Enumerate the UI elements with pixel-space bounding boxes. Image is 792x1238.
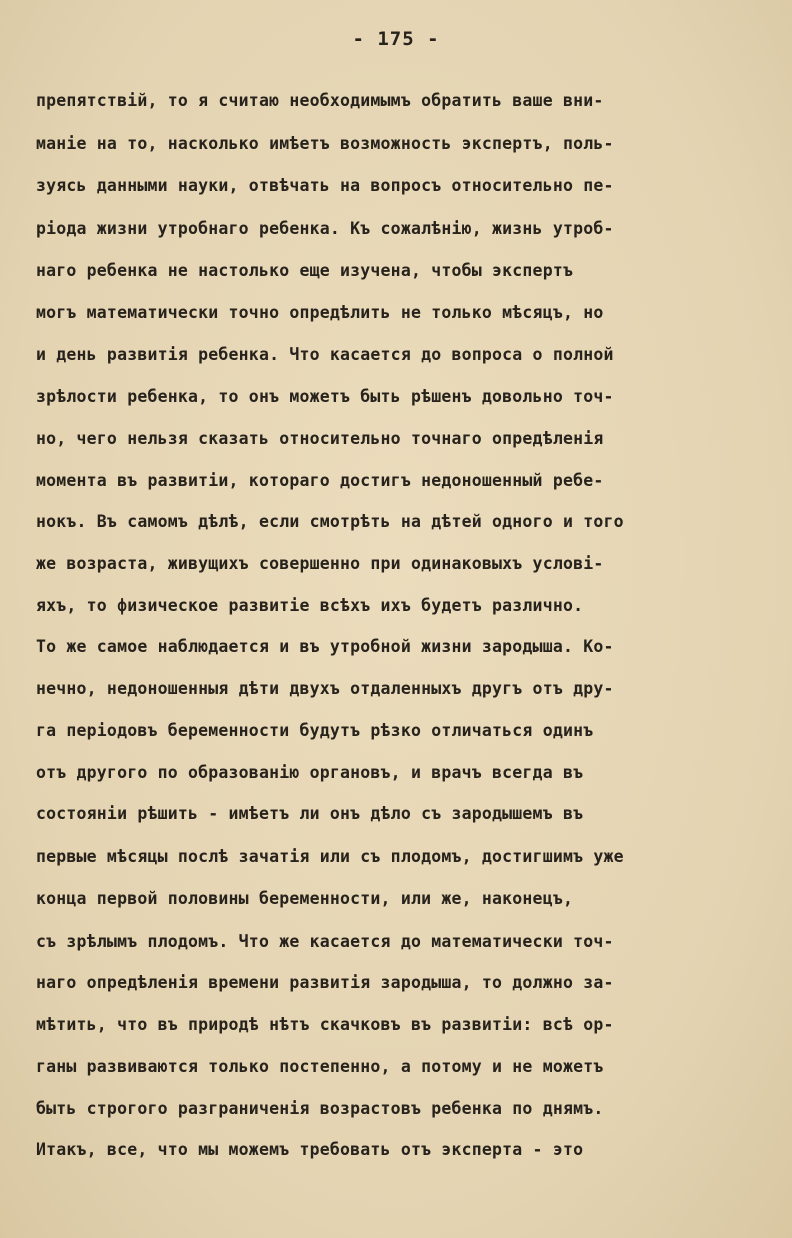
text-line: зуясь данными науки, отвѣчать на вопросъ относительно пе-: [36, 176, 614, 195]
text-line: маніе на то, насколько имѣетъ возможность экспертъ, поль-: [36, 134, 614, 153]
page-number: - 175 -: [352, 28, 440, 50]
text-line: быть строгого разграниченія возрастовъ ребенка по днямъ.: [36, 1099, 604, 1118]
text-line: съ зрѣлымъ плодомъ. Что же касается до математически точ-: [36, 932, 614, 951]
text-line: и день развитія ребенка. Что касается до вопроса о полной: [36, 345, 614, 364]
text-line: га періодовъ беременности будутъ рѣзко отличаться одинъ: [36, 721, 594, 740]
text-line: яхъ, то физическое развитіе всѣхъ ихъ будетъ различно.: [36, 596, 584, 615]
text-line: отъ другого по образованію органовъ, и врачъ всегда въ: [36, 763, 584, 782]
text-line: наго ребенка не настолько еще изучена, чтобы экспертъ: [36, 261, 574, 280]
text-line: ганы развиваются только постепенно, а потому и не можетъ: [36, 1057, 604, 1076]
text-line: препятствій, то я считаю необходимымъ обратить ваше вни-: [36, 91, 604, 110]
text-line: момента въ развитіи, котораго достигъ недоношенный ребе-: [36, 471, 604, 490]
text-line: наго опредѣленія времени развитія зародыша, то должно за-: [36, 973, 614, 992]
text-line: же возраста, живущихъ совершенно при одинаковыхъ услові-: [36, 554, 604, 573]
text-line: нечно, недоношенныя дѣти двухъ отдаленныхъ другъ отъ дру-: [36, 679, 614, 698]
text-line: могъ математически точно опредѣлить не только мѣсяцъ, но: [36, 303, 604, 322]
text-line: мѣтить, что въ природѣ нѣтъ скачковъ въ развитіи: всѣ ор-: [36, 1015, 614, 1034]
text-line: Итакъ, все, что мы можемъ требовать отъ эксперта - это: [36, 1140, 584, 1159]
text-line: зрѣлости ребенка, то онъ можетъ быть рѣшенъ довольно точ-: [36, 387, 614, 406]
text-line: То же самое наблюдается и въ утробной жизни зародыша. Ко-: [36, 637, 614, 656]
text-line: но, чего нельзя сказать относительно точнаго опредѣленія: [36, 429, 604, 448]
text-line: состояніи рѣшить - имѣетъ ли онъ дѣло съ зародышемъ въ: [36, 804, 584, 823]
text-line: нокъ. Въ самомъ дѣлѣ, если смотрѣть на дѣтей одного и того: [36, 512, 624, 531]
text-line: ріода жизни утробнаго ребенка. Къ сожалѣнію, жизнь утроб-: [36, 219, 614, 238]
text-line: первые мѣсяцы послѣ зачатія или съ плодомъ, достигшимъ уже: [36, 847, 624, 866]
text-line: конца первой половины беременности, или же, наконецъ,: [36, 889, 574, 908]
